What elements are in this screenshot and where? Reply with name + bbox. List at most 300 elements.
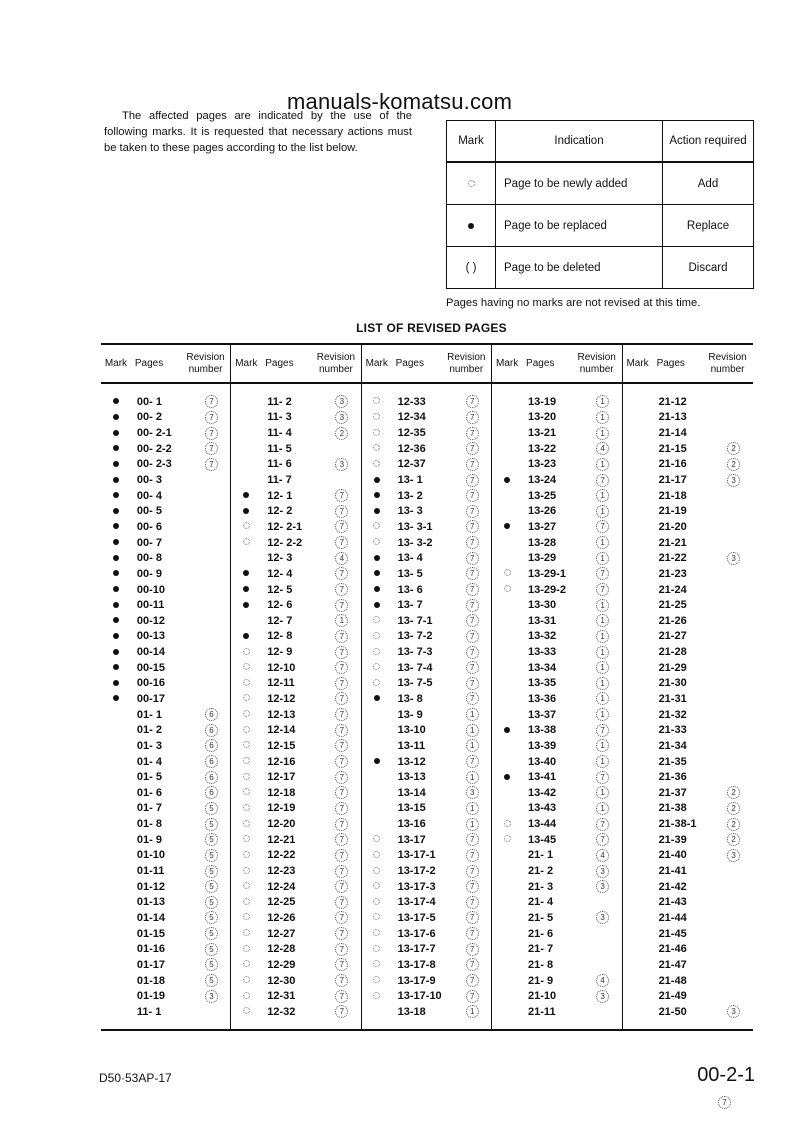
circled-revision-badge: 4 (596, 849, 609, 862)
table-row (231, 785, 360, 801)
table-row (492, 660, 621, 676)
circled-revision-badge: 7 (466, 958, 479, 971)
legend-row-delete (447, 247, 754, 289)
table-row (231, 644, 360, 660)
revision-number-cell (323, 833, 361, 846)
revision-number-cell (193, 755, 231, 768)
revision-number-cell (323, 505, 361, 518)
revision-number-cell (323, 552, 361, 565)
revision-number-cell (323, 771, 361, 784)
page-number-cell: 13-36 (528, 692, 557, 705)
page-number-cell: 12-31 (267, 990, 296, 1003)
table-row (231, 629, 360, 645)
page-number-cell: 21-10 (528, 990, 557, 1003)
page-number-cell: 13-44 (528, 818, 557, 831)
revision-number-cell (453, 646, 491, 659)
table-row (492, 879, 621, 895)
table-row (492, 941, 621, 957)
page-number-cell: 12-24 (267, 880, 296, 893)
filled-circle-mark-icon (101, 537, 131, 548)
page-number-cell: 13-18 (397, 1005, 426, 1018)
table-row (362, 722, 491, 738)
table-row (362, 988, 491, 1004)
page-number-cell: 13-17-8 (397, 958, 436, 971)
table-row (623, 394, 753, 410)
table-row (492, 863, 621, 879)
table-row (623, 848, 753, 864)
page-number-cell: 13-17-9 (397, 974, 436, 987)
table-row (362, 973, 491, 989)
page-number-cell: 13-29-1 (528, 567, 566, 580)
revision-number-cell (584, 552, 622, 565)
table-row (101, 895, 230, 911)
page-number-cell: 13- 4 (397, 552, 423, 565)
page-number-cell: 21-40 (658, 849, 687, 862)
circled-revision-badge: 3 (596, 865, 609, 878)
filled-circle-mark-icon (362, 584, 392, 595)
page-number-cell: 12-26 (267, 911, 296, 924)
table-row (492, 644, 621, 660)
revision-number-cell (584, 974, 622, 987)
page-number-cell: 21-37 (658, 786, 687, 799)
filled-circle-mark-icon (101, 631, 131, 642)
table-row (231, 973, 360, 989)
circled-revision-badge: 1 (596, 489, 609, 502)
circled-revision-badge: 7 (335, 911, 348, 924)
circled-revision-badge: 1 (466, 739, 479, 752)
table-row (362, 895, 491, 911)
open-circle-mark-icon (362, 975, 392, 986)
page-number-cell: 11- 4 (267, 427, 292, 440)
revision-number-cell (584, 630, 622, 643)
circled-revision-badge: 6 (205, 708, 218, 721)
legend-indication: Page to be replaced (496, 205, 663, 247)
header-revision: Revision number (708, 351, 747, 375)
watermark: manuals-komatsu.com (287, 89, 513, 114)
circled-revision-badge: 2 (727, 833, 740, 846)
filled-circle-mark-icon (101, 428, 131, 439)
page-number-cell: 01-18 (136, 974, 165, 987)
parentheses-mark-icon: ( ) (447, 247, 496, 289)
circled-revision-badge: 7 (466, 646, 479, 659)
circled-revision-badge: 1 (596, 755, 609, 768)
page-number-cell: 00- 1 (136, 395, 162, 408)
table-row (101, 519, 230, 535)
revision-number-cell (715, 849, 753, 862)
table-row (231, 488, 360, 504)
circled-revision-badge: 7 (466, 661, 479, 674)
table-row (362, 848, 491, 864)
page-number-cell: 01- 9 (136, 833, 162, 846)
page-number-cell: 21-44 (658, 911, 687, 924)
page-number-cell: 00-10 (136, 583, 165, 596)
table-row (623, 895, 753, 911)
revision-number-cell (584, 990, 622, 1003)
page-number-cell: 13-39 (528, 739, 557, 752)
circled-revision-badge: 2 (335, 427, 348, 440)
page-number-cell: 13- 1 (397, 474, 423, 487)
page-number-cell: 01-10 (136, 849, 165, 862)
table-row (101, 941, 230, 957)
open-circle-mark-icon (231, 709, 261, 720)
open-circle-mark-icon (231, 881, 261, 892)
revision-number-cell (323, 1005, 361, 1018)
page-number-cell: 21-14 (658, 427, 687, 440)
page-number-cell: 12- 3 (267, 552, 293, 565)
open-circle-mark-icon (362, 443, 392, 454)
page-number-cell: 01- 6 (136, 786, 162, 799)
page-number-cell: 01- 7 (136, 802, 162, 815)
model-code: D50·53AP-17 (99, 1071, 172, 1085)
open-circle-mark-icon (231, 991, 261, 1002)
page-number-cell: 21-48 (658, 974, 687, 987)
filled-circle-mark-icon (101, 678, 131, 689)
page-number-cell: 21-42 (658, 880, 687, 893)
page-number-cell: 13- 7-5 (397, 677, 433, 690)
table-row (231, 910, 360, 926)
circled-revision-badge: 7 (335, 896, 348, 909)
revision-number-cell (323, 395, 361, 408)
filled-circle-mark-icon (231, 568, 261, 579)
table-row (492, 738, 621, 754)
table-row (231, 848, 360, 864)
page-number-cell: 12-15 (267, 739, 296, 752)
page-number-cell: 21-21 (658, 536, 687, 549)
page-number-cell: 21- 2 (528, 865, 554, 878)
circled-revision-badge: 7 (466, 692, 479, 705)
table-row (362, 879, 491, 895)
page-number-cell: 13-40 (528, 755, 557, 768)
page-number-cell: 01-13 (136, 896, 165, 909)
page-number-cell: 13- 6 (397, 583, 423, 596)
filled-circle-mark-icon (101, 553, 131, 564)
table-row (623, 1004, 753, 1020)
revision-number-cell (584, 849, 622, 862)
page-number-cell: 11- 2 (267, 395, 292, 408)
circled-revision-badge: 5 (205, 958, 218, 971)
revision-number-cell (323, 943, 361, 956)
table-row (231, 441, 360, 457)
circled-revision-badge: 3 (727, 474, 740, 487)
revision-number-cell (193, 802, 231, 815)
page-number-cell: 12-22 (267, 849, 296, 862)
page-number-cell: 13-27 (528, 520, 557, 533)
table-row (492, 832, 621, 848)
revision-number-cell (584, 708, 622, 721)
revision-number-cell (453, 474, 491, 487)
page-number-cell: 11- 5 (267, 442, 292, 455)
revision-number-cell (453, 489, 491, 502)
page-number-cell: 13-17-7 (397, 943, 436, 956)
circled-revision-badge: 3 (727, 1005, 740, 1018)
page-number-cell: 12-12 (267, 692, 296, 705)
revision-number-cell (584, 599, 622, 612)
page-number-cell: 00- 2-1 (136, 427, 172, 440)
open-circle-mark-icon (362, 834, 392, 845)
page-number-cell: 12-37 (397, 458, 426, 471)
revision-number-cell (323, 818, 361, 831)
circled-revision-badge: 1 (596, 802, 609, 815)
page-number-cell: 13-29-2 (528, 583, 566, 596)
page-number-cell: 12-29 (267, 958, 296, 971)
table-row (231, 738, 360, 754)
filled-circle-mark-icon (101, 459, 131, 470)
circled-revision-badge: 7 (335, 1005, 348, 1018)
page-number-cell: 13-16 (397, 818, 426, 831)
table-row (231, 895, 360, 911)
circled-revision-badge: 7 (466, 990, 479, 1003)
circled-revision-badge: 2 (727, 458, 740, 471)
revision-number-cell (453, 849, 491, 862)
circled-revision-badge: 1 (466, 1005, 479, 1018)
page-number-cell: 12- 2 (267, 505, 293, 518)
table-row (492, 535, 621, 551)
page-number-cell: 12-27 (267, 927, 296, 940)
page-number-cell: 00- 3 (136, 474, 162, 487)
revision-number-cell (193, 427, 231, 440)
open-circle-mark-icon (362, 537, 392, 548)
table-row (623, 613, 753, 629)
column-header (231, 345, 360, 384)
header-mark: Mark (104, 358, 128, 369)
header-mark: Mark (235, 358, 258, 369)
page-number-cell: 12- 1 (267, 489, 293, 502)
page-number-cell: 21- 8 (528, 958, 554, 971)
circled-revision-badge: 7 (466, 411, 479, 424)
revision-number-cell (453, 583, 491, 596)
circled-revision-badge: 5 (205, 802, 218, 815)
table-row (492, 816, 621, 832)
circled-revision-badge: 1 (466, 802, 479, 815)
revision-number-cell (715, 458, 753, 471)
revision-number-cell (715, 818, 753, 831)
table-row (492, 801, 621, 817)
filled-circle-mark-icon (101, 615, 131, 626)
page-number-cell: 13-45 (528, 833, 557, 846)
page-number-cell: 21- 5 (528, 911, 554, 924)
page-number-cell: 12- 9 (267, 646, 293, 659)
table-row (101, 722, 230, 738)
revision-number-cell (453, 724, 491, 737)
page-number-cell: 21- 7 (528, 943, 554, 956)
table-row (101, 754, 230, 770)
revision-number-cell (584, 646, 622, 659)
revision-number-cell (193, 818, 231, 831)
open-circle-mark-icon (447, 162, 496, 205)
circled-revision-badge: 7 (335, 708, 348, 721)
revision-number-cell (453, 896, 491, 909)
table-row (362, 926, 491, 942)
page-number-cell: 21-45 (658, 927, 687, 940)
table-row (362, 597, 491, 613)
table-row (492, 566, 621, 582)
circled-revision-badge: 1 (596, 395, 609, 408)
page-number-cell: 13-13 (397, 771, 426, 784)
page-number-cell: 12- 4 (267, 567, 293, 580)
revision-number-cell (453, 442, 491, 455)
open-circle-mark-icon (231, 959, 261, 970)
circled-revision-badge: 7 (335, 599, 348, 612)
table-row (623, 550, 753, 566)
page-number-cell: 12-36 (397, 442, 426, 455)
page-number-cell: 13- 7-1 (397, 614, 433, 627)
page-number-cell: 13- 3 (397, 505, 423, 518)
filled-circle-mark-icon (101, 662, 131, 673)
circled-revision-badge: 1 (466, 724, 479, 737)
table-row (362, 566, 491, 582)
circled-revision-badge: 7 (466, 833, 479, 846)
intro-text: The affected pages are indicated by the use of the following marks. It is requested that necessary actions must be taken to these pages according to the list below. (104, 110, 412, 154)
table-row (231, 597, 360, 613)
page-number-cell: 12-17 (267, 771, 296, 784)
revision-number-cell (453, 458, 491, 471)
circled-revision-badge: 7 (335, 990, 348, 1003)
table-row (492, 550, 621, 566)
page-number-cell: 21-31 (658, 692, 687, 705)
filled-circle-mark-icon (101, 443, 131, 454)
circled-revision-badge: 7 (335, 520, 348, 533)
page-number-cell: 01- 3 (136, 739, 162, 752)
page-number-cell: 21- 1 (528, 849, 554, 862)
revision-number-cell (715, 802, 753, 815)
table-row (623, 754, 753, 770)
page-number-cell: 21-36 (658, 771, 687, 784)
circled-revision-badge: 1 (596, 677, 609, 690)
table-row (362, 660, 491, 676)
table-row (623, 691, 753, 707)
revision-number-cell (453, 927, 491, 940)
filled-circle-mark-icon (362, 490, 392, 501)
table-row (623, 816, 753, 832)
table-row (623, 582, 753, 598)
table-row (623, 941, 753, 957)
page-revision-badge: 7 (718, 1092, 731, 1110)
circled-revision-badge: 7 (335, 536, 348, 549)
table-row (623, 535, 753, 551)
table-row (231, 519, 360, 535)
open-circle-mark-icon (231, 944, 261, 955)
revision-number-cell (584, 614, 622, 627)
page-number-cell: 21-20 (658, 520, 687, 533)
revision-number-cell (323, 489, 361, 502)
revision-number-cell (323, 974, 361, 987)
table-row (492, 895, 621, 911)
revision-number-cell (323, 896, 361, 909)
circled-revision-badge: 7 (335, 583, 348, 596)
legend-action: Discard (663, 247, 754, 289)
circled-revision-badge: 5 (205, 833, 218, 846)
revision-number-cell (323, 692, 361, 705)
circled-revision-badge: 7 (466, 505, 479, 518)
table-row (623, 441, 753, 457)
circled-revision-badge: 1 (596, 708, 609, 721)
page-number-cell: 00- 6 (136, 520, 162, 533)
page-number: 00-2-1 (697, 1064, 755, 1086)
filled-circle-mark-icon (101, 475, 131, 486)
table-row (623, 926, 753, 942)
revision-number-cell (193, 990, 231, 1003)
table-row (231, 1004, 360, 1020)
filled-circle-mark-icon (101, 584, 131, 595)
circled-revision-badge: 6 (205, 739, 218, 752)
marks-legend-table (446, 120, 754, 289)
table-row (101, 457, 230, 473)
filled-circle-mark-icon (101, 506, 131, 517)
circled-revision-badge: 3 (596, 880, 609, 893)
intro-paragraph (104, 109, 412, 156)
table-row (492, 629, 621, 645)
revision-number-cell (323, 927, 361, 940)
filled-circle-mark-icon (231, 490, 261, 501)
open-circle-mark-icon (362, 991, 392, 1002)
table-row (362, 738, 491, 754)
table-row (623, 660, 753, 676)
filled-circle-mark-icon (101, 490, 131, 501)
circled-revision-badge: 7 (596, 474, 609, 487)
table-row (231, 926, 360, 942)
page-number-cell: 01- 2 (136, 724, 162, 737)
circled-revision-badge: 2 (727, 818, 740, 831)
page-number-cell: 13-22 (528, 442, 557, 455)
table-row (231, 535, 360, 551)
page-number-cell: 21- 4 (528, 896, 554, 909)
table-row (362, 785, 491, 801)
table-row (492, 425, 621, 441)
revision-number-cell (715, 833, 753, 846)
page-number-cell: 01-16 (136, 943, 165, 956)
page-number-cell: 13-32 (528, 630, 557, 643)
filled-circle-mark-icon (101, 568, 131, 579)
circled-revision-badge: 7 (466, 880, 479, 893)
table-row (101, 629, 230, 645)
table-row (101, 1004, 230, 1020)
table-row (492, 973, 621, 989)
open-circle-mark-icon (231, 678, 261, 689)
page-number-cell: 13- 5 (397, 567, 423, 580)
page-number-cell: 12-28 (267, 943, 296, 956)
circled-revision-badge: 2 (727, 442, 740, 455)
open-circle-mark-icon (492, 819, 522, 830)
filled-circle-mark-icon (101, 600, 131, 611)
revision-number-cell (584, 739, 622, 752)
header-mark: Mark (495, 358, 519, 369)
page-number-cell: 11- 3 (267, 411, 292, 424)
revision-number-cell (323, 911, 361, 924)
circled-revision-badge: 7 (335, 677, 348, 690)
circled-revision-badge: 7 (205, 427, 218, 440)
table-row (623, 769, 753, 785)
table-row (623, 472, 753, 488)
filled-circle-mark-icon (362, 600, 392, 611)
open-circle-mark-icon (362, 928, 392, 939)
open-circle-mark-icon (362, 897, 392, 908)
column-header (362, 345, 491, 384)
revision-number-cell (453, 958, 491, 971)
circled-revision-badge: 7 (335, 771, 348, 784)
table-row (362, 488, 491, 504)
header-pages: Pages (134, 358, 164, 369)
table-row (362, 394, 491, 410)
table-row (492, 410, 621, 426)
revision-number-cell (584, 755, 622, 768)
circled-revision-badge: 2 (727, 786, 740, 799)
legend-row-replace (447, 205, 754, 247)
table-row (101, 816, 230, 832)
circled-revision-badge: 7 (205, 442, 218, 455)
page-number-cell: 13-11 (397, 739, 426, 752)
revision-number-cell (323, 708, 361, 721)
revision-number-cell (453, 755, 491, 768)
